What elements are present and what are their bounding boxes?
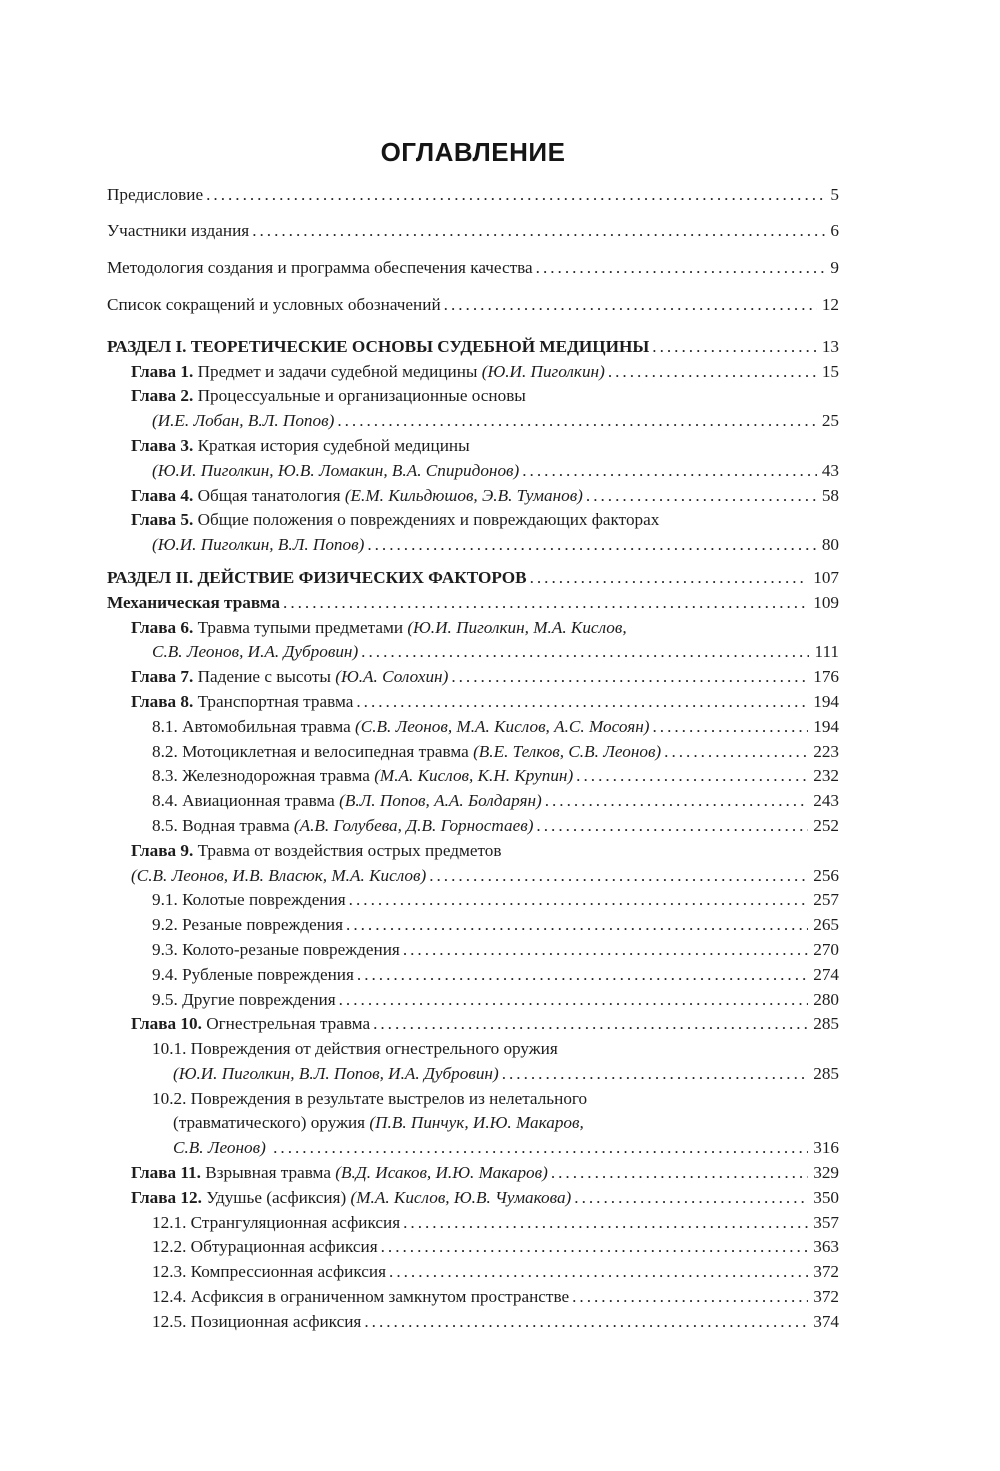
page-number: 257 — [813, 890, 839, 910]
toc-line — [107, 814, 839, 839]
toc-line — [107, 938, 839, 963]
toc-entry-text: 8.2. Мотоциклетная и велосипедная травма (В.Е. Телков, С.В. Леонов) — [152, 741, 662, 761]
page-number: 232 — [813, 766, 839, 786]
toc-entry-text: Глава 3. Краткая история судебной медицины — [131, 435, 470, 455]
toc-entry — [107, 508, 839, 558]
dot-leader — [574, 1186, 808, 1211]
toc-entry-text: 12.1. Странгуляционная асфиксия — [152, 1212, 401, 1232]
dot-leader — [664, 740, 808, 765]
toc-entry-text: (Ю.И. Пиголкин, В.Л. Попов, И.А. Дубровин) — [173, 1063, 499, 1083]
toc-line — [107, 1310, 839, 1335]
toc-entry-text: РАЗДЕЛ I. ТЕОРЕТИЧЕСКИЕ ОСНОВЫ СУДЕБНОЙ МЕДИЦИНЫ — [107, 336, 650, 356]
toc-line — [107, 591, 839, 616]
toc-line — [107, 1136, 839, 1161]
toc-entry — [107, 1037, 839, 1087]
page-number: 329 — [813, 1163, 839, 1183]
toc-entry-text: 9.4. Рубленые повреждения — [152, 964, 354, 984]
page-number: 280 — [813, 989, 839, 1009]
toc-entry-text: 8.5. Водная травма (А.В. Голубева, Д.В. Горностаев) — [152, 815, 534, 835]
toc-entry — [107, 814, 839, 839]
toc-entry — [107, 335, 839, 360]
dot-leader — [403, 938, 808, 963]
toc-line — [107, 256, 839, 281]
toc-entry — [107, 789, 839, 814]
toc-line — [107, 1087, 839, 1112]
toc-entry — [107, 616, 839, 666]
page-number: 176 — [813, 667, 839, 687]
toc-entry — [107, 740, 839, 765]
toc-entry-text: Глава 7. Падение с высоты (Ю.А. Солохин) — [131, 667, 449, 687]
toc-entry — [107, 963, 839, 988]
dot-leader — [608, 360, 817, 385]
toc-line — [107, 839, 839, 864]
dot-leader — [361, 640, 809, 665]
toc-line — [107, 1012, 839, 1037]
toc-line — [107, 384, 839, 409]
dot-leader — [367, 533, 817, 558]
dot-leader — [364, 1310, 808, 1335]
dot-leader — [444, 293, 817, 318]
toc-entry — [107, 183, 839, 208]
page-number: 80 — [821, 535, 839, 555]
toc-entry-text: Глава 9. Травма от воздействия острых предметов — [131, 840, 502, 860]
toc-entry-text: 10.1. Повреждения от действия огнестрельного оружия — [152, 1039, 558, 1059]
dot-leader — [576, 764, 808, 789]
page-number: 109 — [813, 592, 839, 612]
toc-entry — [107, 1161, 839, 1186]
page-number: 274 — [813, 964, 839, 984]
page-number: 58 — [821, 485, 839, 505]
toc-entry-text: Глава 6. Травма тупыми предметами (Ю.И. Пиголкин, М.А. Кислов, — [131, 617, 627, 637]
dot-leader — [551, 1161, 808, 1186]
page-number: 223 — [813, 741, 839, 761]
page-number: 25 — [821, 411, 839, 431]
dot-leader — [357, 963, 808, 988]
toc-line — [107, 1161, 839, 1186]
dot-leader — [502, 1062, 809, 1087]
toc-entry — [107, 764, 839, 789]
page-number: 107 — [813, 567, 839, 587]
page-number: 111 — [814, 642, 839, 662]
page-number: 252 — [813, 815, 839, 835]
toc-line — [107, 533, 839, 558]
toc-line — [107, 640, 839, 665]
toc-line — [107, 1211, 839, 1236]
dot-leader — [273, 1136, 808, 1161]
toc-line — [107, 409, 839, 434]
toc-entry — [107, 1235, 839, 1260]
dot-leader — [536, 256, 826, 281]
dot-leader — [283, 591, 808, 616]
toc-line — [107, 566, 839, 591]
toc-entry-text: Список сокращений и условных обозначений — [107, 294, 441, 314]
toc-entry-text: Глава 2. Процессуальные и организационные основы — [131, 386, 526, 406]
toc-entry — [107, 293, 839, 318]
page-number: 372 — [813, 1287, 839, 1307]
toc-entry-text: 12.5. Позиционная асфиксия — [152, 1311, 362, 1331]
toc-entry — [107, 384, 839, 434]
dot-leader — [373, 1012, 808, 1037]
page-number: 285 — [813, 1014, 839, 1034]
page-number: 6 — [830, 221, 839, 241]
toc-line — [107, 1285, 839, 1310]
toc-entry-text: Механическая травма — [107, 592, 281, 612]
page-number: 43 — [821, 460, 839, 480]
toc-entry-text: (травматического) оружия (П.В. Пинчук, И.Ю. Макаров, — [173, 1113, 584, 1133]
page-number: 357 — [813, 1212, 839, 1232]
toc-list — [107, 183, 839, 1335]
toc-content — [107, 138, 839, 1335]
toc-line — [107, 789, 839, 814]
toc-entry-text: 9.2. Резаные повреждения — [152, 915, 344, 935]
toc-entry-text: (С.В. Леонов, И.В. Власюк, М.А. Кислов) — [131, 865, 427, 885]
toc-entry — [107, 256, 839, 281]
page-number: 350 — [813, 1187, 839, 1207]
toc-entry — [107, 360, 839, 385]
toc-line — [107, 484, 839, 509]
toc-entry-text: Методология создания и программа обеспечения качества — [107, 258, 533, 278]
toc-entry-text: Глава 1. Предмет и задачи судебной медицины (Ю.И. Пиголкин) — [131, 361, 605, 381]
dot-leader — [389, 1260, 808, 1285]
toc-entry — [107, 1260, 839, 1285]
page-number: 256 — [813, 865, 839, 885]
page-number: 374 — [813, 1311, 839, 1331]
toc-line — [107, 1111, 839, 1136]
toc-line — [107, 183, 839, 208]
dot-leader — [403, 1211, 808, 1236]
toc-line — [107, 988, 839, 1013]
toc-entry-text: 8.4. Авиационная травма (В.Л. Попов, А.А. Болдарян) — [152, 791, 542, 811]
dot-leader — [252, 219, 825, 244]
toc-entry — [107, 1186, 839, 1211]
toc-line — [107, 740, 839, 765]
toc-entry-text: Участники издания — [107, 221, 250, 241]
toc-entry-text: Глава 11. Взрывная травма (В.Д. Исаков, И.Ю. Макаров) — [131, 1163, 548, 1183]
dot-leader — [339, 988, 809, 1013]
dot-leader — [429, 864, 808, 889]
page-number: 9 — [830, 258, 839, 278]
dot-leader — [586, 484, 817, 509]
toc-line — [107, 434, 839, 459]
page-number: 15 — [821, 361, 839, 381]
toc-entry-text: 8.3. Железнодорожная травма (М.А. Кислов, К.Н. Крупин) — [152, 766, 574, 786]
toc-entry — [107, 665, 839, 690]
page-number: 285 — [813, 1063, 839, 1083]
toc-entry-text: Глава 8. Транспортная травма — [131, 691, 354, 711]
dot-leader — [346, 913, 808, 938]
toc-entry — [107, 434, 839, 484]
toc-entry-text: 12.2. Обтурационная асфиксия — [152, 1237, 378, 1257]
toc-entry-text: (Ю.И. Пиголкин, В.Л. Попов) — [152, 535, 365, 555]
toc-line — [107, 360, 839, 385]
toc-entry — [107, 219, 839, 244]
page-number: 316 — [813, 1138, 839, 1158]
toc-entry — [107, 566, 839, 591]
toc-line — [107, 665, 839, 690]
page-number: 372 — [813, 1262, 839, 1282]
toc-line — [107, 1235, 839, 1260]
toc-entry-text: 9.5. Другие повреждения — [152, 989, 336, 1009]
toc-entry — [107, 715, 839, 740]
toc-entry-text: 10.2. Повреждения в результате выстрелов из нелетального — [152, 1088, 588, 1108]
toc-entry-text: 8.1. Автомобильная травма (С.В. Леонов, М.А. Кислов, А.С. Мосоян) — [152, 716, 650, 736]
page-number: 13 — [821, 336, 839, 356]
toc-entry — [107, 988, 839, 1013]
page-number: 194 — [813, 691, 839, 711]
toc-line — [107, 1062, 839, 1087]
dot-leader — [337, 409, 817, 434]
toc-entry-text: Глава 10. Огнестрельная травма — [131, 1014, 371, 1034]
page-number: 5 — [830, 184, 839, 204]
toc-line — [107, 616, 839, 641]
toc-entry-text: 9.1. Колотые повреждения — [152, 890, 346, 910]
toc-line — [107, 864, 839, 889]
toc-entry-text: 9.3. Колото-резаные повреждения — [152, 939, 400, 959]
toc-entry — [107, 690, 839, 715]
toc-line — [107, 1260, 839, 1285]
toc-line — [107, 508, 839, 533]
page-number: 265 — [813, 915, 839, 935]
dot-leader — [206, 183, 825, 208]
dot-leader — [572, 1285, 808, 1310]
toc-entry — [107, 938, 839, 963]
dot-leader — [522, 459, 817, 484]
page-number: 12 — [821, 294, 839, 314]
page-number: 363 — [813, 1237, 839, 1257]
toc-entry-text: (И.Е. Лобан, В.Л. Попов) — [152, 411, 335, 431]
toc-entry-text: РАЗДЕЛ II. ДЕЙСТВИЕ ФИЗИЧЕСКИХ ФАКТОРОВ — [107, 567, 527, 587]
toc-entry-text: 12.3. Компрессионная асфиксия — [152, 1262, 387, 1282]
toc-line — [107, 459, 839, 484]
dot-leader — [381, 1235, 809, 1260]
toc-entry-text: Предисловие — [107, 184, 204, 204]
toc-line — [107, 1186, 839, 1211]
dot-leader — [536, 814, 808, 839]
page-number: 194 — [813, 716, 839, 736]
dot-leader — [652, 715, 808, 740]
page-title: ОГЛАВЛЕНИЕ — [380, 137, 566, 167]
toc-entry — [107, 1012, 839, 1037]
page-number: 243 — [813, 791, 839, 811]
toc-entry — [107, 1087, 839, 1161]
toc-entry-text: Глава 5. Общие положения о повреждениях и повреждающих факторах — [131, 510, 660, 530]
toc-entry-text: 12.4. Асфиксия в ограниченном замкнутом пространстве — [152, 1287, 570, 1307]
dot-leader — [349, 888, 809, 913]
toc-entry — [107, 484, 839, 509]
dot-leader — [652, 335, 817, 360]
toc-line — [107, 690, 839, 715]
toc-line — [107, 888, 839, 913]
dot-leader — [530, 566, 809, 591]
toc-entry-text: (Ю.И. Пиголкин, Ю.В. Ломакин, В.А. Спиридонов) — [152, 460, 520, 480]
page-number: 270 — [813, 939, 839, 959]
toc-line — [107, 764, 839, 789]
toc-entry-text: С.В. Леонов, И.А. Дубровин) — [152, 642, 359, 662]
toc-line — [107, 963, 839, 988]
toc-entry-text: Глава 12. Удушье (асфиксия) (М.А. Кислов, Ю.В. Чумакова) — [131, 1187, 572, 1207]
toc-entry — [107, 913, 839, 938]
toc-entry — [107, 1310, 839, 1335]
toc-line — [107, 1037, 839, 1062]
toc-entry — [107, 591, 839, 616]
toc-line — [107, 913, 839, 938]
dot-leader — [356, 690, 808, 715]
toc-entry — [107, 1211, 839, 1236]
toc-entry — [107, 1285, 839, 1310]
toc-line — [107, 335, 839, 360]
toc-entry — [107, 888, 839, 913]
toc-line — [107, 715, 839, 740]
toc-line — [107, 293, 839, 318]
dot-leader — [451, 665, 808, 690]
toc-entry — [107, 839, 839, 889]
toc-line — [107, 219, 839, 244]
toc-entry-text: Глава 4. Общая танатология (Е.М. Кильдюшов, Э.В. Туманов) — [131, 485, 583, 505]
toc-entry-text: С.В. Леонов) — [173, 1138, 271, 1158]
dot-leader — [545, 789, 809, 814]
